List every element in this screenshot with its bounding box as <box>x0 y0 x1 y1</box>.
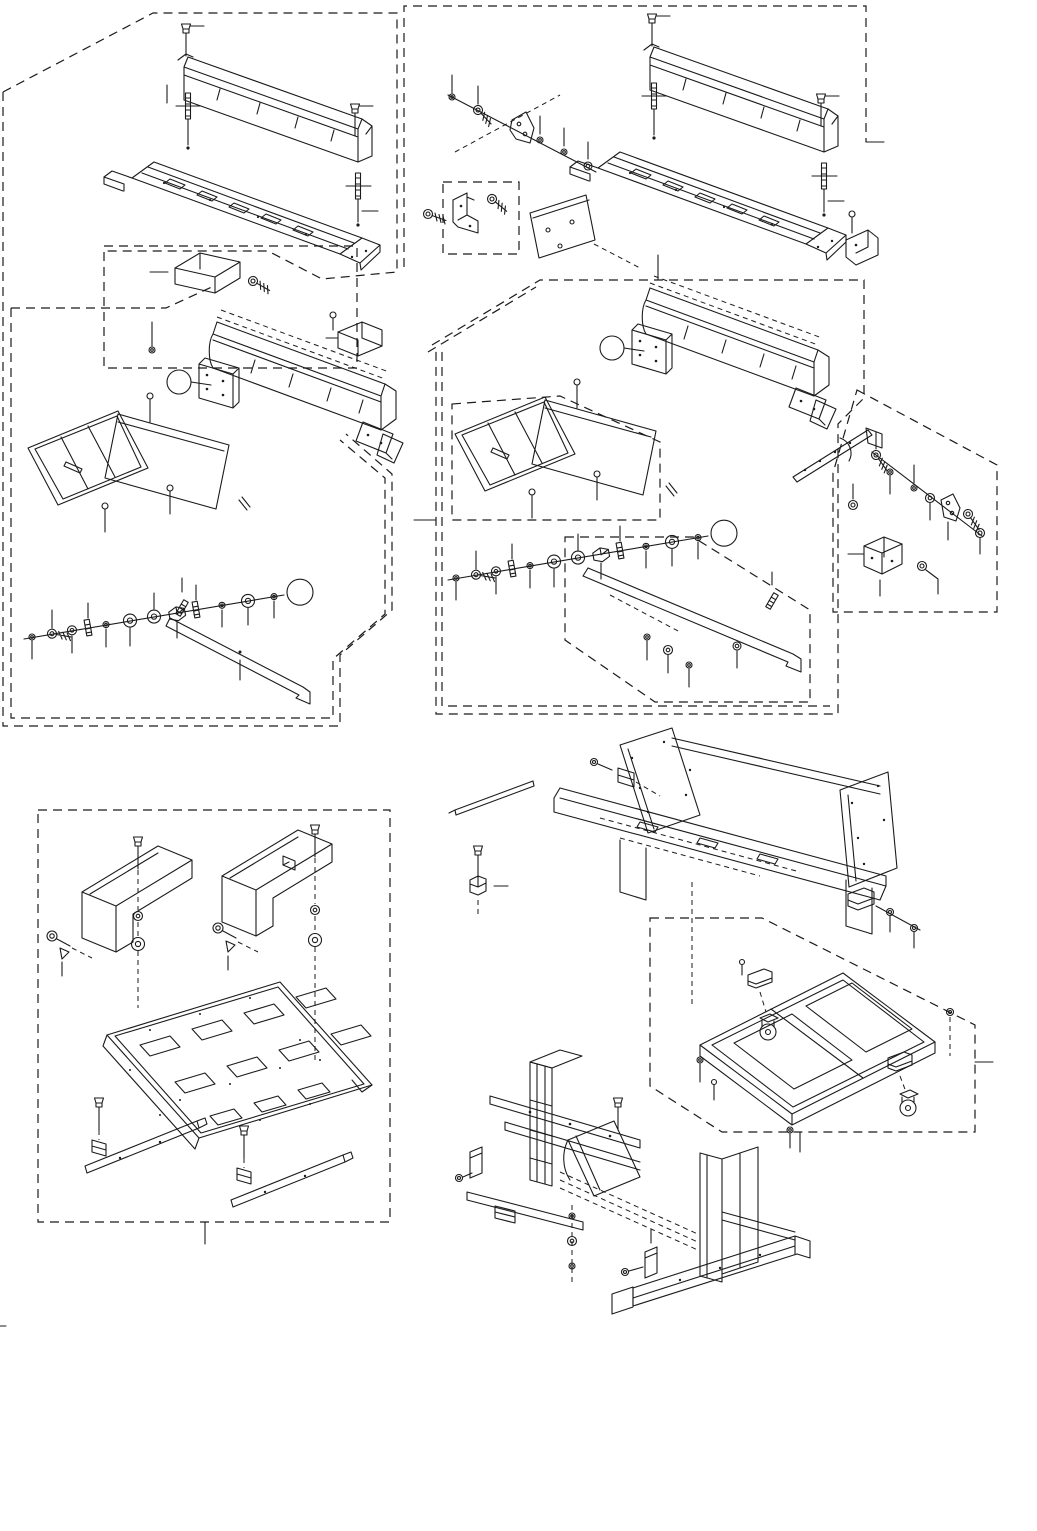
boundary-bracket-box-left <box>104 246 357 368</box>
lower-left-rail <box>467 1192 583 1230</box>
lower-angle-bar <box>583 568 801 687</box>
bolt-with-pin-left <box>47 931 92 976</box>
region-right-hardware <box>793 428 985 596</box>
boundary-caster-tray <box>650 918 975 1132</box>
boundary-right-hardware <box>833 390 997 612</box>
rail-strip-right <box>231 1126 353 1207</box>
fastener-chain-with-balloon <box>448 520 737 600</box>
caster-wheel <box>900 1090 918 1116</box>
bolt <box>484 193 510 214</box>
box-bracket <box>848 537 902 596</box>
u-bracket <box>326 312 382 356</box>
right-post <box>700 1147 758 1282</box>
region-chassis-frame <box>449 728 920 948</box>
region-floor-stand <box>456 1050 811 1314</box>
molded-block-left <box>82 846 192 952</box>
leader-top-middle <box>455 95 640 268</box>
bolt <box>867 449 894 474</box>
vertical-fastener-chain <box>568 1205 577 1282</box>
long-rod <box>449 781 534 815</box>
boundary-left-inner <box>11 308 385 718</box>
region-left-panel-group <box>24 253 403 704</box>
side-plate-right <box>840 772 897 887</box>
rail-strip-left <box>85 1098 207 1173</box>
frame-rails <box>554 738 886 934</box>
boundary-left-outer <box>3 92 392 726</box>
region-bottom-left-base-panel <box>47 825 372 1207</box>
screw <box>134 837 143 869</box>
boundary-top-middle <box>404 6 866 267</box>
crossbar-assembly <box>570 14 846 260</box>
clamp-left <box>456 1147 483 1182</box>
bolt <box>247 276 272 294</box>
bracket-bottom-right <box>848 888 920 948</box>
bracket-top-left <box>591 759 661 797</box>
region-caster-tray <box>697 960 954 1149</box>
deflector-panel <box>564 1098 640 1196</box>
boundary-left-top <box>11 286 214 308</box>
l-bracket <box>453 193 478 233</box>
base-rail <box>612 1212 810 1314</box>
boundary-hinge-box <box>443 182 519 254</box>
fastener-chain-with-balloon <box>24 579 313 659</box>
crossbar-assembly <box>104 24 380 270</box>
base-panel <box>103 982 372 1149</box>
region-top-right-crossbar <box>570 14 878 265</box>
boundary-bottom-left <box>38 810 390 1222</box>
clamp-right <box>622 1230 658 1278</box>
boundary-center <box>432 280 864 714</box>
region-center-panel-group <box>448 276 836 687</box>
panel-pair <box>455 379 677 518</box>
bolt-with-pin-right <box>213 923 258 970</box>
caster-wheel <box>760 1014 778 1040</box>
region-top-left-crossbar <box>104 24 380 270</box>
beam-assembly-with-balloon <box>167 310 403 463</box>
caster-bracket-top <box>740 960 773 1013</box>
clamp-mid-left <box>470 846 508 914</box>
bracket-clamp <box>150 253 240 293</box>
bolt <box>469 104 496 127</box>
beam-assembly-with-balloon <box>600 276 836 429</box>
panel-pair <box>28 393 250 532</box>
small-plate <box>941 494 960 540</box>
rail-end-bracket <box>846 211 878 265</box>
boundary-top-left <box>3 13 397 279</box>
boundary-center-double <box>428 287 830 706</box>
tray <box>700 973 935 1125</box>
nut <box>149 347 155 353</box>
cover-plate <box>530 195 595 258</box>
